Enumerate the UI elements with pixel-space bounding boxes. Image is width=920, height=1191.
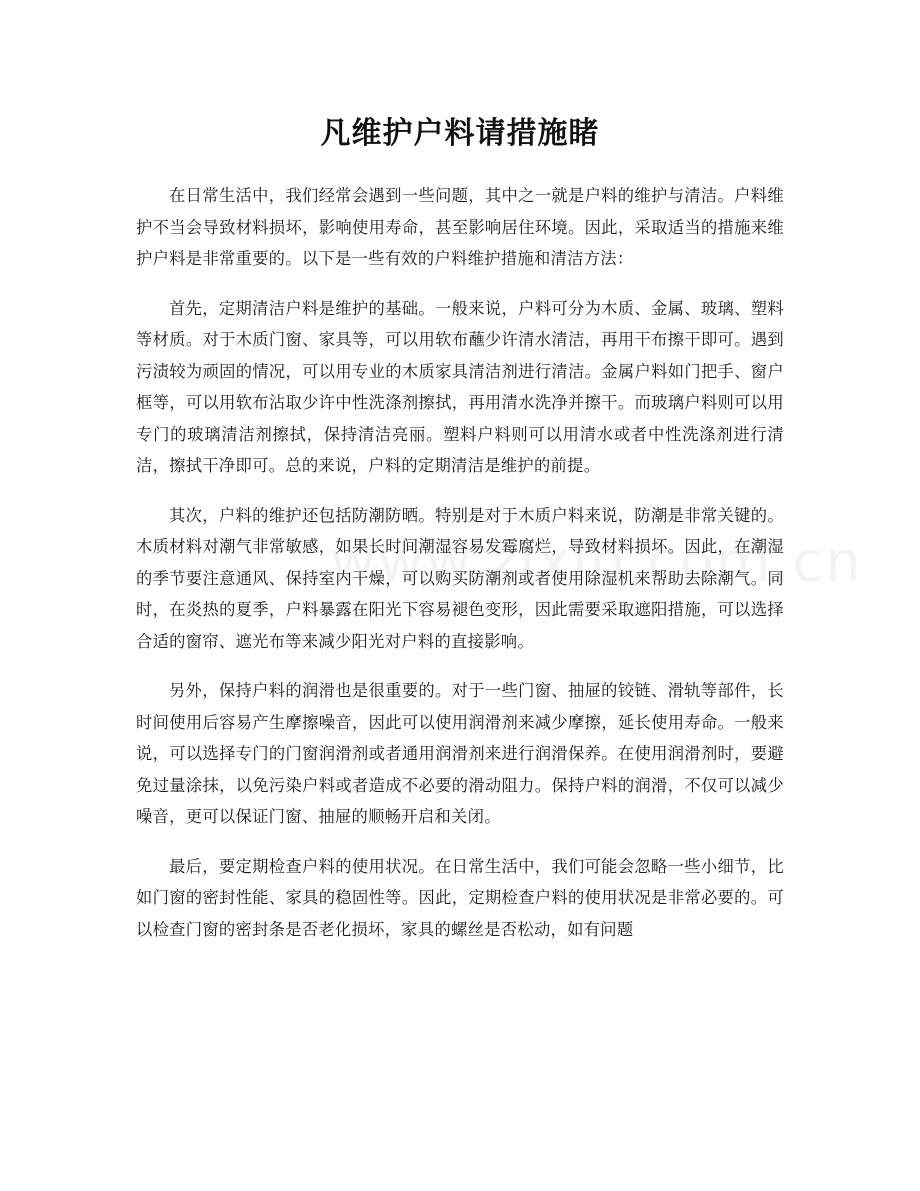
paragraph-intro: 在日常生活中，我们经常会遇到一些问题，其中之一就是户料的维护与清洁。户料维护不当会导致材料损坏，影响使用寿命，甚至影响居住环境。因此，采取适当的措施来维护户料是非常重要的。以下是一些有效的户料维护措施和清洁方法： (136, 186, 784, 268)
paragraph-inspection: 最后，要定期检查户料的使用状况。在日常生活中，我们可能会忽略一些小细节，比如门窗的密封性能、家具的稳固性等。因此，定期检查户料的使用状况是非常必要的。可以检查门窗的密封条是否老化损坏，家具的螺丝是否松动，如有问题 (136, 856, 784, 939)
paragraph-lubrication: 另外，保持户料的润滑也是很重要的。对于一些门窗、抽屉的铰链、滑轨等部件，长时间使用后容易产生摩擦噪音，因此可以使用润滑剂来减少摩擦，延长使用寿命。一般来说，可以选择专门的门窗润滑剂或者通用润滑剂来进行润滑保养。在使用润滑剂时，要避免过量涂抹，以免污染户料或者造成不必要的滑动阻力。保持户料的润滑，不仅可以减少噪音，更可以保证门窗、抽屉的顺畅开启和关闭。 (136, 681, 784, 826)
document-body (136, 180, 784, 963)
document-title: 凡维护户料请措施睹 (320, 116, 600, 151)
paragraph-moisture-sun: 其次，户料的维护还包括防潮防晒。特别是对于木质户料来说，防潮是非常关键的。木质材料对潮气非常敏感，如果长时间潮湿容易发霉腐烂，导致材料损坏。因此，在潮湿的季节要注意通风、保持室内干燥，可以购买防潮剂或者使用除湿机来帮助去除潮气。同时，在炎热的夏季，户料暴露在阳光下容易褪色变形，因此需要采取遮阳措施，可以选择合适的窗帘、遮光布等来减少阳光对户料的直接影响。 (136, 505, 784, 651)
paragraph-cleaning: 首先，定期清洁户料是维护的基础。一般来说，户料可分为木质、金属、玻璃、塑料等材质。对于木质门窗、家具等，可以用软布蘸少许清水清洁，再用干布擦干即可。遇到污渍较为顽固的情况，可以用专业的木质家具清洁剂进行清洁。金属户料如门把手、窗户框等，可以用软布沾取少许中性洗涤剂擦拭，再用清水洗净并擦干。而玻璃户料则可以用专门的玻璃清洁剂擦拭，保持清洁亮丽。塑料户料则可以用清水或者中性洗涤剂进行清洁，擦拭干净即可。总的来说，户料的定期清洁是维护的前提。 (136, 298, 784, 475)
